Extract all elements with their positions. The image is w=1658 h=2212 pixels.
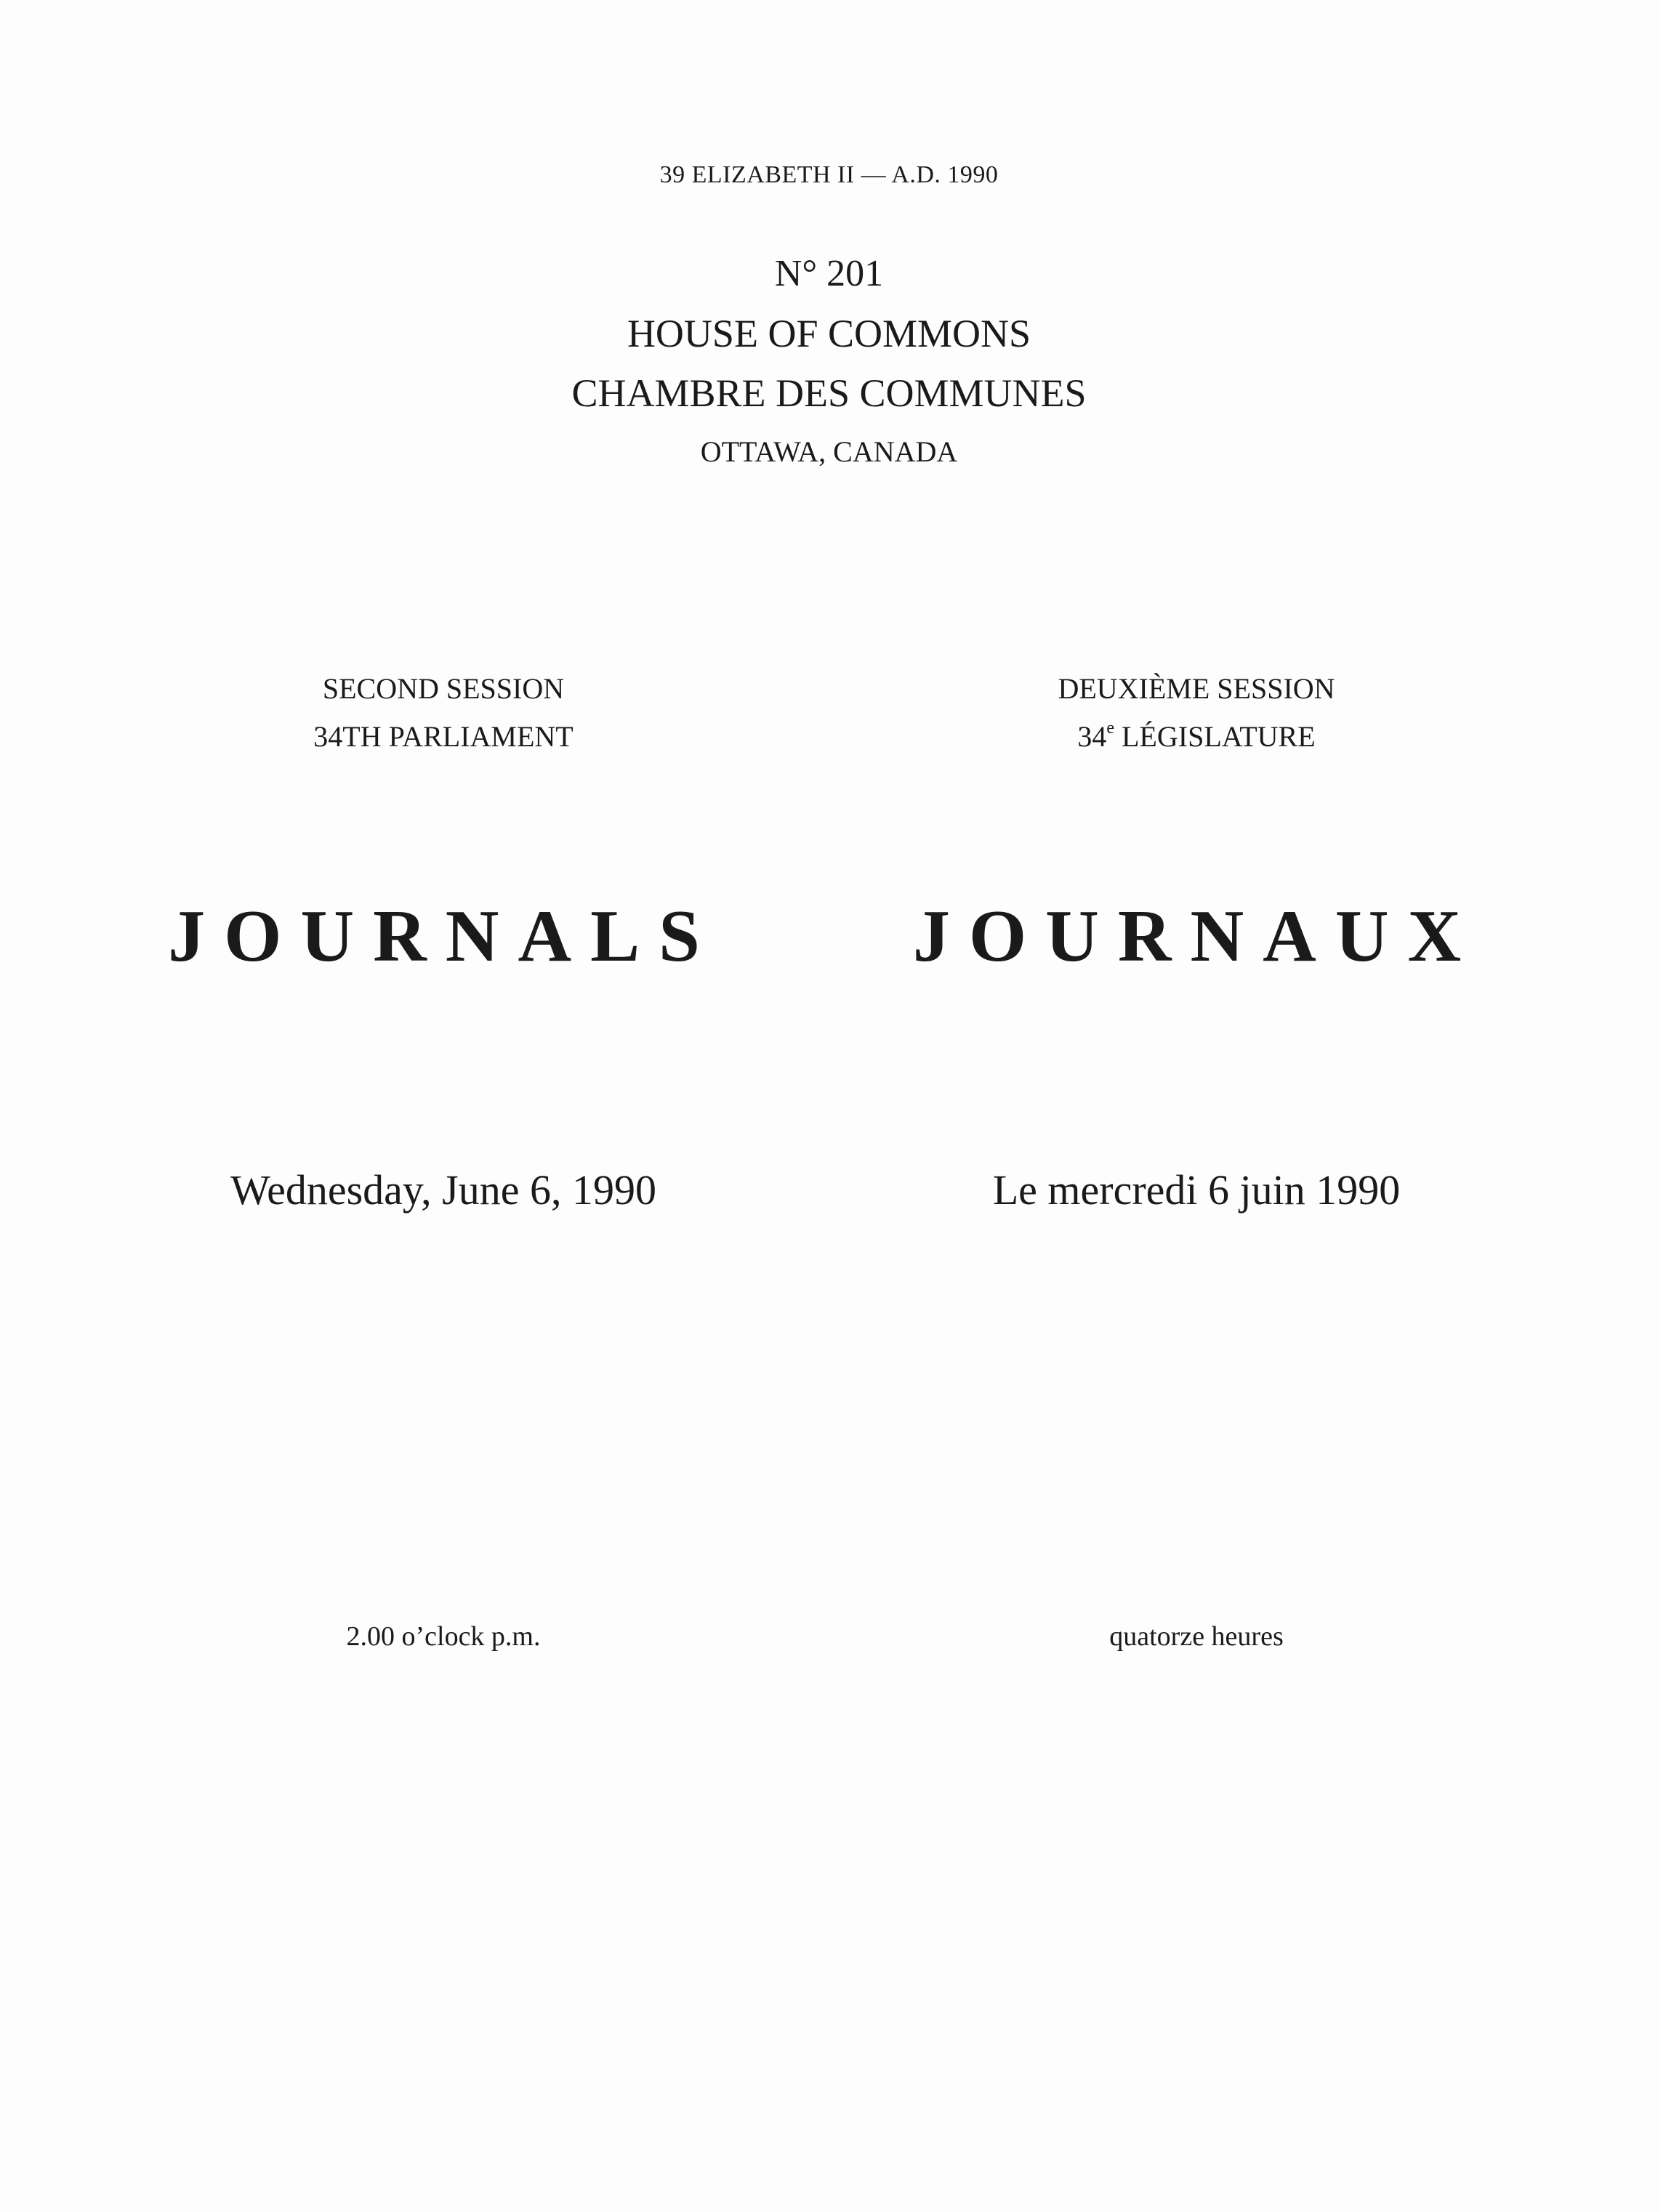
legislature-number: 34 [1077, 720, 1107, 753]
title-en: JOURNALS [168, 895, 719, 977]
session-fr: DEUXIÈME SESSION [1058, 672, 1335, 705]
regnal-year: 39 ELIZABETH II — A.D. 1990 [659, 161, 999, 188]
legislature-suffix: e [1106, 718, 1114, 738]
date-en: Wednesday, June 6, 1990 [230, 1166, 656, 1214]
session-en: SECOND SESSION [322, 672, 565, 705]
location: OTTAWA, CANADA [700, 435, 958, 468]
time-en: 2.00 o’clock p.m. [346, 1621, 541, 1652]
title-fr: JOURNAUX [912, 895, 1481, 977]
time-fr: quatorze heures [1109, 1621, 1284, 1652]
house-name-fr: CHAMBRE DES COMMUNES [571, 371, 1087, 415]
legislature-label: LÉGISLATURE [1114, 720, 1316, 753]
house-name-en: HOUSE OF COMMONS [627, 312, 1031, 355]
parliament-en: 34TH PARLIAMENT [313, 720, 574, 753]
date-fr: Le mercredi 6 juin 1990 [992, 1166, 1401, 1214]
legislature-fr [906, 719, 1487, 754]
journal-number: N° 201 [774, 253, 884, 294]
